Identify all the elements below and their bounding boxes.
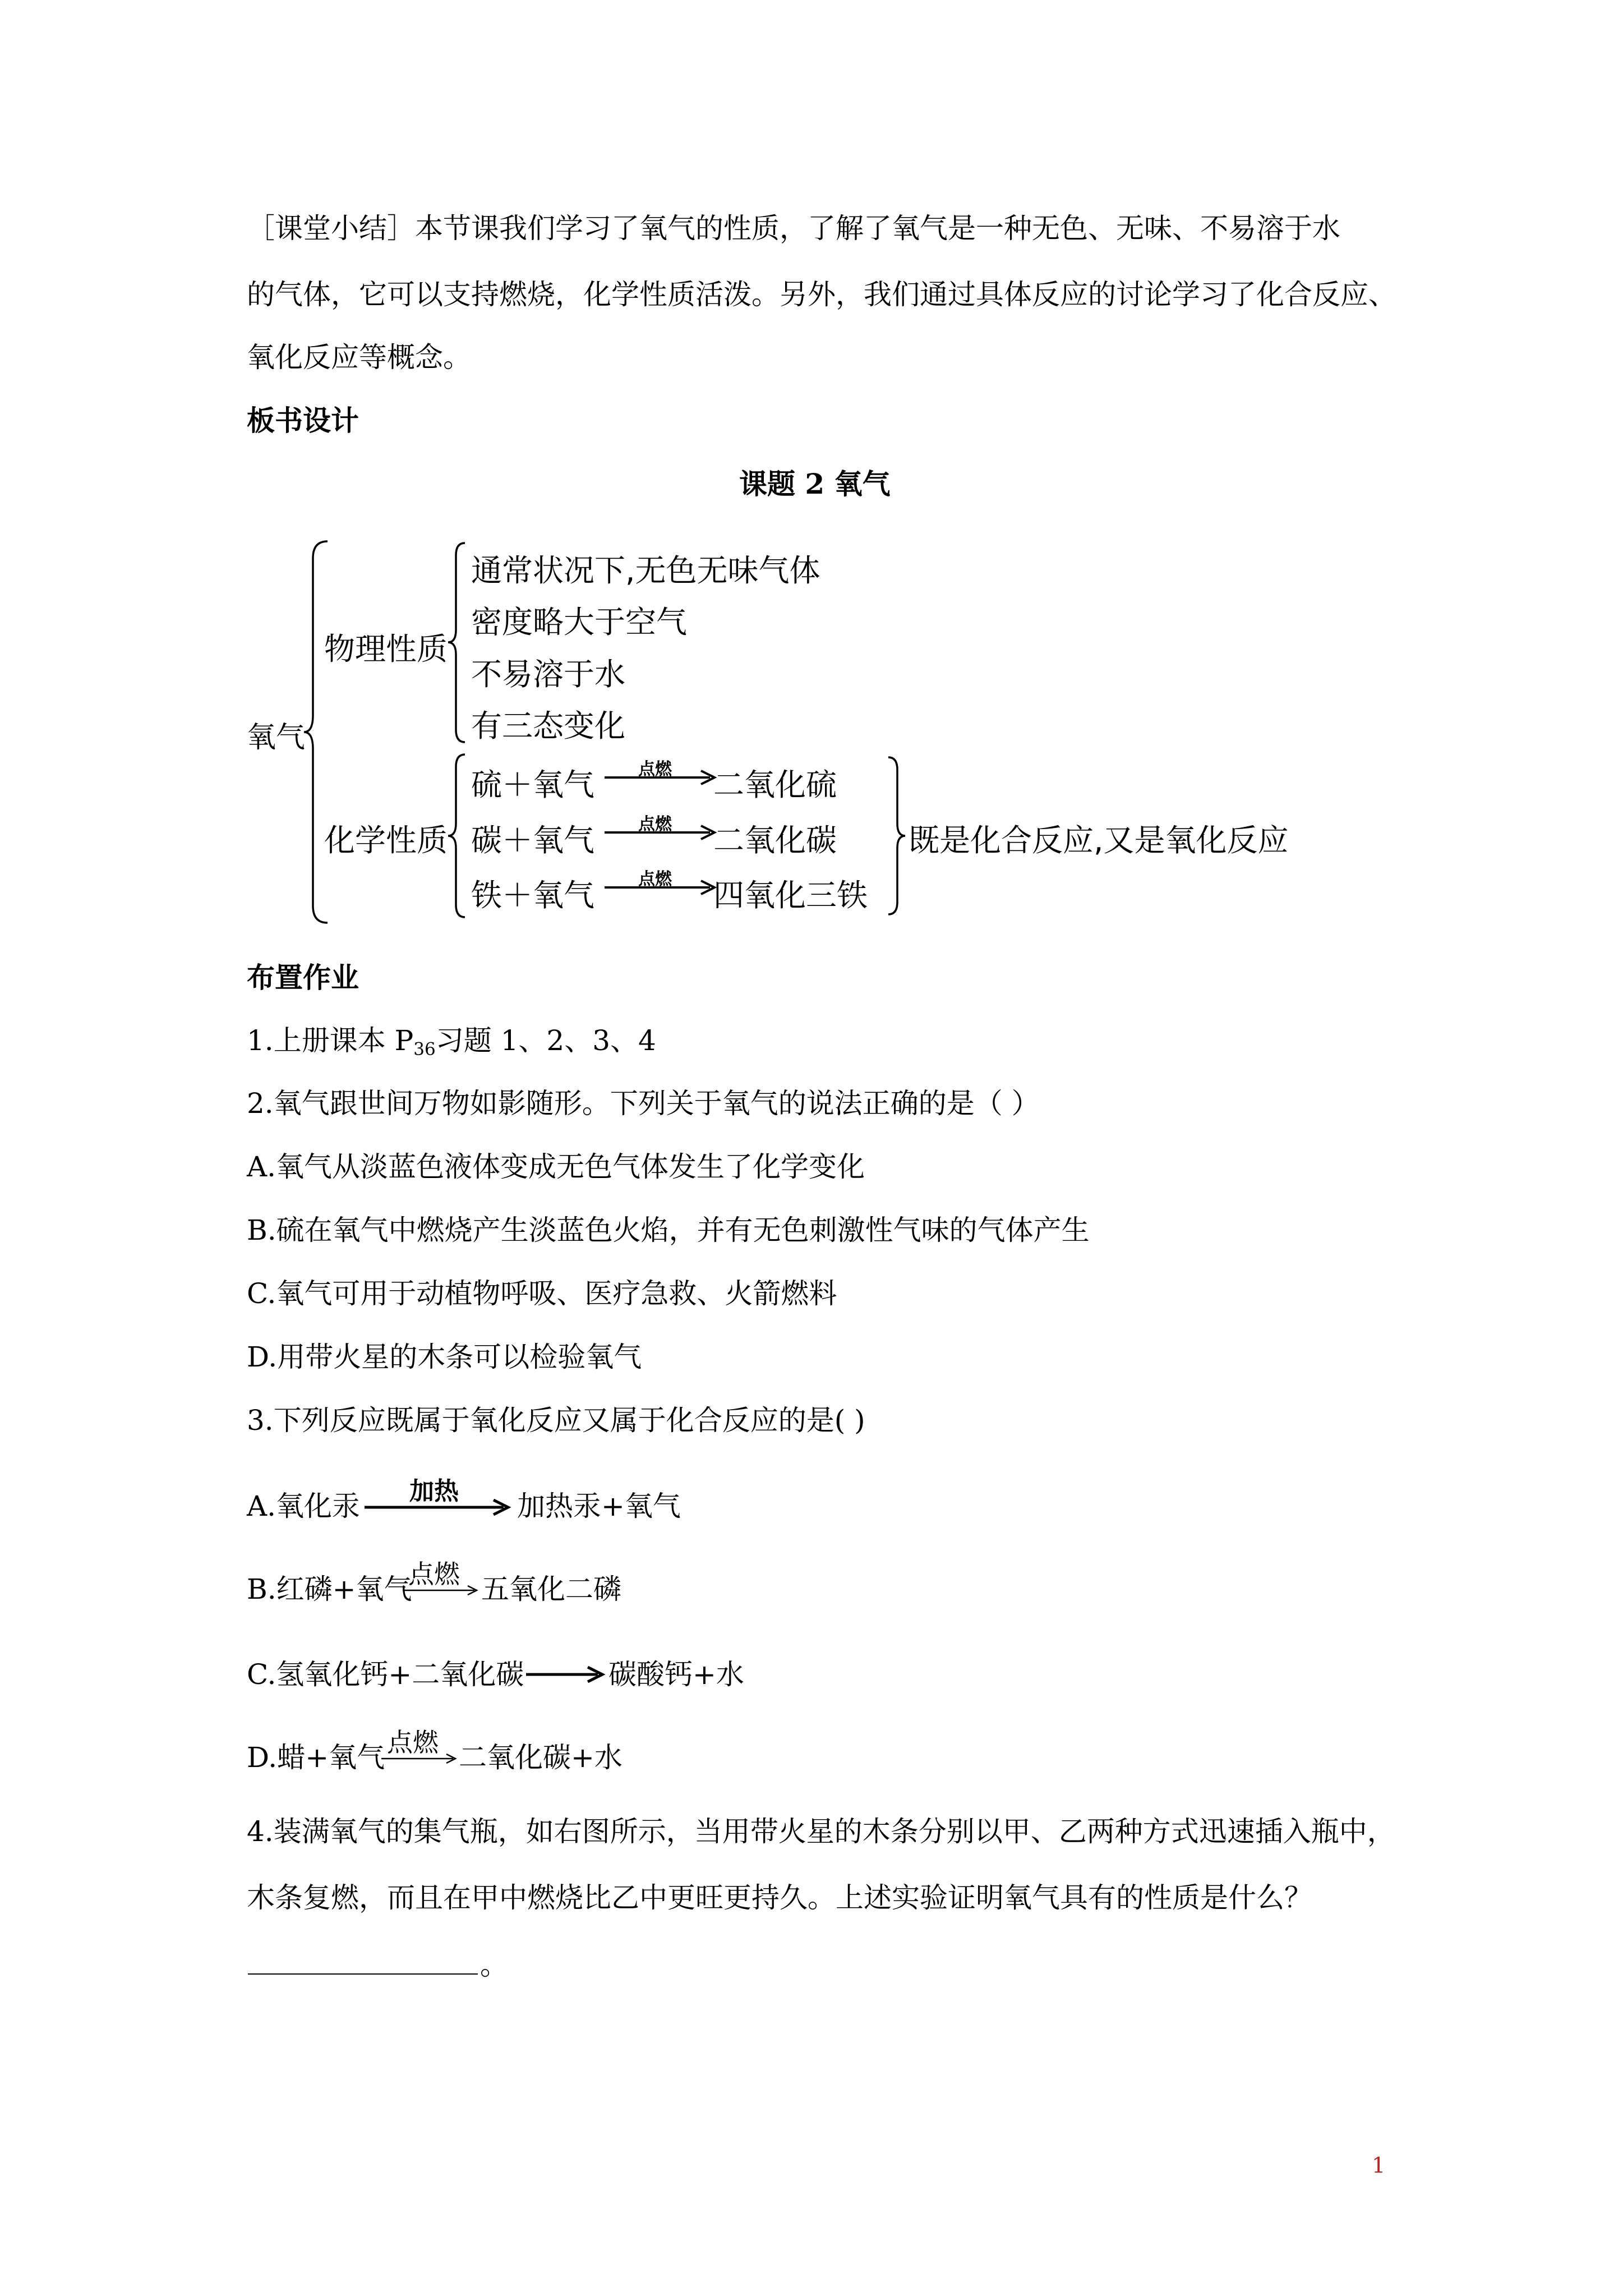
option-left: B.红磷+氧气 xyxy=(247,1573,412,1605)
option-left: A.氧化汞 xyxy=(247,1490,361,1522)
reaction-arrow-icon xyxy=(365,1498,510,1517)
reaction-arrow-icon xyxy=(403,1584,479,1596)
reaction-condition: 点燃 xyxy=(638,869,672,889)
homework-q2-option-c: C.氧气可用于动植物呼吸、医疗急救、火箭燃料 xyxy=(247,1277,837,1310)
homework-q4-line-2: 木条复燃，而且在甲中燃烧比乙中更旺更持久。上述实验证明氧气具有的性质是什么？ xyxy=(247,1881,1312,1914)
outer-brace xyxy=(303,541,336,923)
chemical-label: 化学性质 xyxy=(324,822,448,858)
chemical-summary: 既是化合反应,又是氧化反应 xyxy=(909,822,1289,858)
option-condition: 点燃 xyxy=(387,1727,439,1757)
homework-q2-option-b: B.硫在氧气中燃烧产生淡蓝色火焰，并有无色刺激性气味的气体产生 xyxy=(247,1214,1090,1246)
reaction-reactants: 铁＋氧气 xyxy=(471,877,595,913)
page-number: 1 xyxy=(1372,2153,1386,2178)
physical-item-3: 不易溶于水 xyxy=(471,656,626,692)
reaction-arrow-icon xyxy=(526,1665,605,1684)
option-right: 碳酸钙+水 xyxy=(608,1658,744,1691)
reaction-arrow-icon xyxy=(605,878,717,895)
homework-q1 xyxy=(247,1024,656,1060)
reaction-arrow-icon xyxy=(605,823,717,840)
option-right: 二氧化碳+水 xyxy=(459,1741,623,1774)
reaction-arrow-icon xyxy=(381,1752,458,1765)
homework-q3-stem: 3.下列反应既属于氧化反应又属于化合反应的是( ) xyxy=(247,1404,865,1437)
chemical-brace xyxy=(446,754,468,917)
homework-q1-page-subscript: 36 xyxy=(413,1039,436,1060)
right-brace xyxy=(885,757,907,914)
homework-q1-suffix: 习题 1、2、3、4 xyxy=(435,1024,656,1057)
option-condition: 点燃 xyxy=(408,1559,460,1589)
physical-label: 物理性质 xyxy=(324,631,448,667)
physical-item-2: 密度略大于空气 xyxy=(471,604,688,640)
option-right: 加热汞+氧气 xyxy=(517,1490,681,1522)
answer-line xyxy=(248,1973,478,1975)
summary-line-1: ［课堂小结］本节课我们学习了氧气的性质，了解了氧气是一种无色、无味、不易溶于水 xyxy=(247,212,1340,245)
homework-q2-option-d: D.用带火星的木条可以检验氧气 xyxy=(247,1341,642,1373)
physical-item-1: 通常状况下,无色无味气体 xyxy=(471,553,820,588)
reaction-condition: 点燃 xyxy=(638,760,672,779)
homework-heading: 布置作业 xyxy=(247,961,359,994)
physical-brace xyxy=(446,543,468,742)
option-condition: 加热 xyxy=(409,1477,459,1506)
reaction-reactants: 碳＋氧气 xyxy=(471,822,595,858)
answer-end-mark: 。 xyxy=(480,1949,508,1981)
board-title: 课题 2 氧气 xyxy=(739,467,891,500)
homework-q2-option-a: A.氧气从淡蓝色液体变成无色气体发生了化学变化 xyxy=(247,1151,865,1183)
homework-q2-stem: 2.氧气跟世间万物如影随形。下列关于氧气的说法正确的是（ ） xyxy=(247,1087,1040,1120)
homework-q4-line-1: 4.装满氧气的集气瓶，如右图所示，当用带火星的木条分别以甲、乙两种方式迅速插入瓶中， xyxy=(247,1815,1395,1848)
reaction-product: 四氧化三铁 xyxy=(713,877,868,913)
reaction-reactants: 硫＋氧气 xyxy=(471,767,595,803)
reaction-condition: 点燃 xyxy=(638,815,672,834)
option-left: C.氢氧化钙+二氧化碳 xyxy=(247,1658,524,1691)
board-root-label: 氧气 xyxy=(247,721,306,754)
reaction-product: 二氧化碳 xyxy=(713,822,837,858)
summary-line-3: 氧化反应等概念。 xyxy=(247,341,471,374)
reaction-product: 二氧化硫 xyxy=(713,767,837,803)
option-left: D.蜡+氧气 xyxy=(247,1741,385,1774)
summary-line-2: 的气体，它可以支持燃烧，化学性质活泼。另外，我们通过具体反应的讨论学习了化合反应、 xyxy=(247,278,1396,311)
option-right: 五氧化二磷 xyxy=(481,1573,621,1605)
reaction-arrow-icon xyxy=(605,769,717,785)
homework-q1-prefix: 1.上册课本 P xyxy=(247,1024,414,1057)
physical-item-4: 有三态变化 xyxy=(471,708,626,744)
board-heading: 板书设计 xyxy=(247,404,359,437)
